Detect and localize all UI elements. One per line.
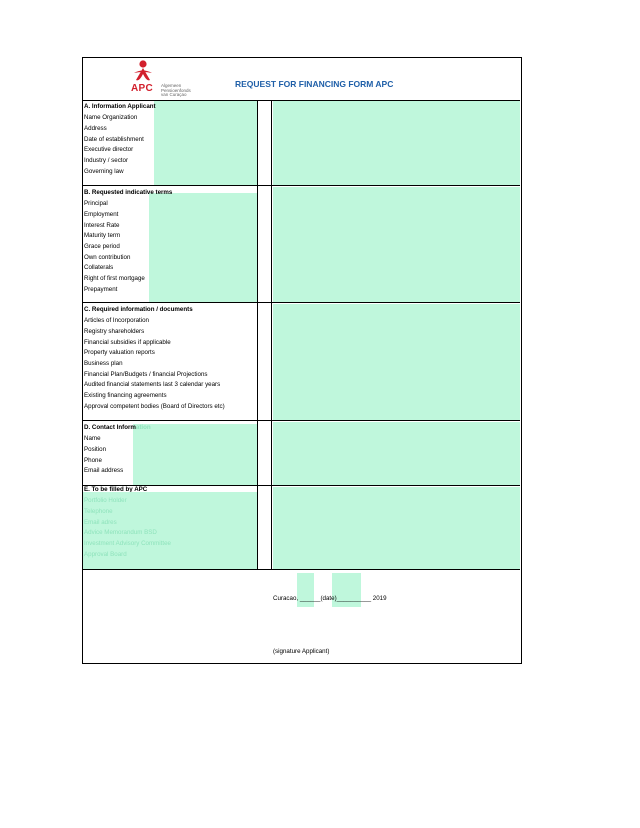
list-item: Registry shareholders [84, 328, 145, 335]
section-c-title: C. Required information / documents [84, 306, 193, 313]
list-item: Right of first mortgage [84, 275, 145, 282]
section-c [83, 303, 520, 421]
list-item: Financial Plan/Budgets / financial Projections [84, 371, 208, 378]
section-e [83, 486, 520, 570]
section-b-field[interactable] [149, 193, 257, 302]
list-item: Grace period [84, 243, 120, 250]
list-item: Own contribution [84, 254, 131, 261]
section-c-notes[interactable] [273, 304, 520, 420]
list-item: Principal [84, 200, 108, 207]
list-item: Name [84, 435, 101, 442]
section-d-notes[interactable] [273, 422, 520, 485]
list-item: Employment [84, 211, 119, 218]
list-item: Email address [84, 467, 124, 474]
list-item: Approval Board [84, 551, 127, 558]
list-item: Maturity term [84, 232, 121, 239]
section-b-notes[interactable] [273, 187, 520, 302]
list-item: Financial subsidies if applicable [84, 339, 171, 346]
list-item: Executive director [84, 146, 134, 153]
section-a-notes[interactable] [273, 101, 520, 185]
list-item: Prepayment [84, 286, 118, 293]
list-item: Advice Memorandum BSD [84, 529, 157, 536]
section-a [83, 100, 520, 186]
list-item: Email adres [84, 519, 117, 526]
list-item: Portfolio Holder [84, 497, 127, 504]
signature-label: (signature Applicant) [273, 648, 330, 655]
list-item: Existing financing agreements [84, 392, 167, 399]
place-date-line: Curacao, ______(date)__________ 2019 [273, 595, 387, 602]
form-header [83, 58, 520, 101]
list-item: Phone [84, 457, 102, 464]
form-title: REQUEST FOR FINANCING FORM APC [235, 79, 394, 89]
list-item: Collaterals [84, 264, 114, 271]
list-item: Approval competent bodies (Board of Directors etc) [84, 403, 225, 410]
apc-figure-icon [130, 60, 156, 84]
financing-form [82, 57, 522, 664]
list-item: Telephone [84, 508, 113, 515]
section-e-title: E. To be filled by APC [84, 486, 148, 492]
logo-text: APC [130, 83, 153, 94]
section-b [83, 186, 520, 303]
section-d-title: D. Contact Information [84, 424, 151, 431]
list-item: Position [84, 446, 107, 453]
list-item: Address [84, 125, 107, 132]
list-item: Investment Advisory Committee [84, 540, 171, 547]
section-d-field[interactable] [133, 424, 257, 485]
section-a-title: A. Information Applicant [84, 103, 156, 110]
logo-subtext: Algemeen Pensioenfonds van Curaçao [161, 83, 191, 98]
section-d [83, 421, 520, 486]
list-item: Audited financial statements last 3 calendar years [84, 381, 221, 388]
list-item: Interest Rate [84, 222, 120, 229]
list-item: Industry / sector [84, 157, 129, 164]
section-b-title: B. Requested indicative terms [84, 189, 173, 196]
section-a-field[interactable] [154, 101, 257, 185]
signature-area [83, 570, 520, 663]
section-e-notes[interactable] [273, 487, 520, 569]
apc-logo [127, 60, 197, 98]
list-item: Property valuation reports [84, 349, 155, 356]
list-item: Articles of Incorporation [84, 317, 149, 324]
list-item: Name Organization [84, 114, 138, 121]
list-item: Governing law [84, 168, 124, 175]
list-item: Date of establishment [84, 136, 144, 143]
list-item: Business plan [84, 360, 123, 367]
